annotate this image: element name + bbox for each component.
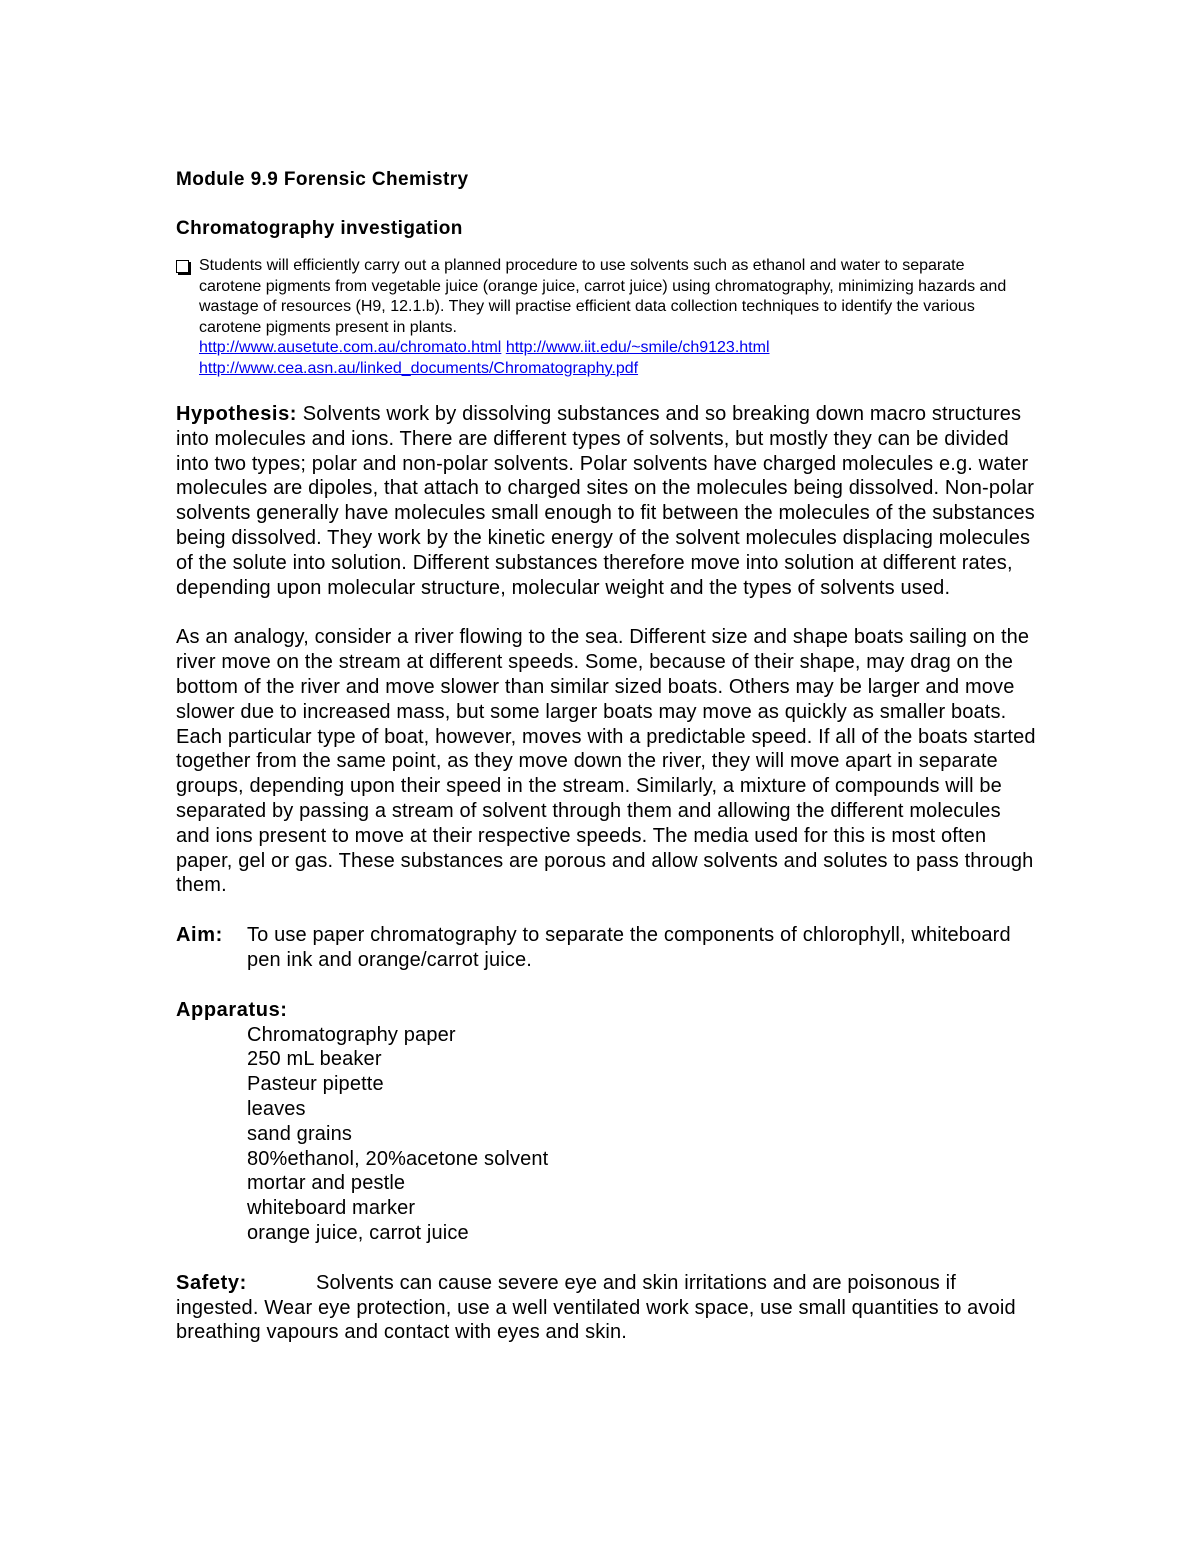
apparatus-list bbox=[176, 1023, 1036, 1246]
apparatus-item: 250 mL beaker bbox=[247, 1048, 382, 1071]
apparatus-item: Pasteur pipette bbox=[247, 1073, 384, 1096]
checkbox-icon bbox=[176, 260, 189, 273]
apparatus-section bbox=[176, 998, 1036, 1246]
hypothesis-paragraph bbox=[176, 402, 1036, 600]
aim-section bbox=[176, 923, 1036, 973]
document-title: Module 9.9 Forensic Chemistry bbox=[176, 169, 469, 190]
safety-text: Solvents can cause severe eye and skin irritations and are poisonous if ingested. Wear eye protection, use a well ventilated work space, use small quantities to avoid breathing vapours and contact with eyes and skin. bbox=[176, 1271, 1016, 1344]
apparatus-item: 80%ethanol, 20%acetone solvent bbox=[247, 1147, 549, 1170]
apparatus-item: Chromatography paper bbox=[247, 1023, 456, 1046]
aim-label: Aim: bbox=[176, 924, 223, 947]
document-page bbox=[176, 166, 1036, 1345]
apparatus-item: mortar and pestle bbox=[247, 1172, 406, 1195]
outcome-text: Students will efficiently carry out a planned procedure to use solvents such as ethanol and water to separate carotene pigments from vegetable juice (orange juice, carrot juice) using chromatography, minimizing hazards and wastage of resources (H9, 12.1.b). They will practise efficient data collection techniques to identify the various carotene pigments present in plants. bbox=[199, 257, 1007, 336]
document-body bbox=[176, 402, 1036, 1345]
link-cea[interactable]: http://www.cea.asn.au/linked_documents/Chromatography.pdf bbox=[199, 359, 639, 377]
link-ausetute[interactable]: http://www.ausetute.com.au/chromato.html bbox=[199, 339, 502, 356]
safety-section bbox=[176, 1271, 1036, 1345]
safety-label: Safety: bbox=[176, 1271, 247, 1294]
reference-links bbox=[199, 338, 1029, 379]
apparatus-label: Apparatus: bbox=[176, 998, 288, 1021]
hypothesis-text: Solvents work by dissolving substances and so breaking down macro structures into molecules and ions. There are different types of solvents, but mostly they can be divided into two types; polar and non-polar solvents. Polar solvents have charged molecules e.g. water molecules are dipoles, that attach to charged sites on the molecules being dissolved. Non-polar solvents generally have molecules small enough to fit between the molecules of the substances being dissolved. They work by the kinetic energy of the solvent molecules displacing molecules of the solute into solution. Different substances therefore move into solution at different rates, depending upon molecular structure, molecular weight and the types of solvents used. bbox=[176, 403, 1035, 599]
document-subtitle: Chromatography investigation bbox=[176, 218, 463, 239]
apparatus-item: sand grains bbox=[247, 1122, 353, 1145]
learning-outcome bbox=[176, 256, 1029, 379]
apparatus-item: whiteboard marker bbox=[247, 1197, 416, 1220]
aim-text: To use paper chromatography to separate the components of chlorophyll, whiteboard pen ink and orange/carrot juice. bbox=[247, 924, 1011, 971]
analogy-paragraph: As an analogy, consider a river flowing to the sea. Different size and shape boats sailing on the river move on the stream at different speeds. Some, because of their shape, may drag on the bottom of the river and move slower than similar sized boats. Others may be larger and move slower due to increased mass, but some larger boats may move as quickly as smaller boats. Each particular type of boat, however, moves with a predictable speed. If all of the boats started together from the same point, as they move down the river, they will move apart in separate groups, depending upon their speed in the stream. Similarly, a mixture of compounds will be separated by passing a stream of solvent through them and allowing the different molecules and ions present to move at their respective speeds. The media used for this is most often paper, gel or gas. These substances are porous and allow solvents and solutes to pass through them. bbox=[176, 626, 1036, 897]
apparatus-item: orange juice, carrot juice bbox=[247, 1221, 469, 1244]
hypothesis-label: Hypothesis: bbox=[176, 403, 298, 425]
link-iit[interactable]: http://www.iit.edu/~smile/ch9123.html bbox=[505, 339, 770, 356]
apparatus-item: leaves bbox=[247, 1097, 306, 1120]
